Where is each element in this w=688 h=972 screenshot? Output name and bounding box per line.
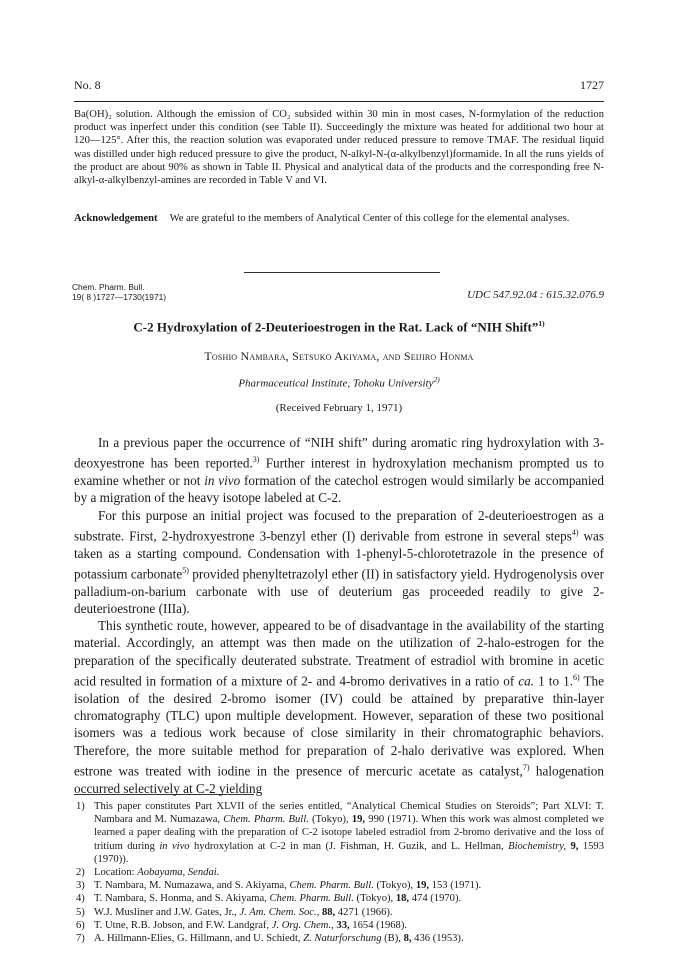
text-run: Further interest in hydroxylation mechanism prompted us to examine whether or not	[74, 455, 605, 488]
header-rule	[74, 101, 604, 102]
text-run: (Tokyo),	[353, 893, 396, 905]
footnote	[74, 906, 604, 919]
footnote-number: 3)	[76, 880, 85, 892]
footnote-number: 7)	[76, 933, 85, 945]
journal-title: Chem. Pharm. Bull.	[289, 880, 374, 892]
text-run: T. Nambara, S. Honma, and S. Akiyama,	[94, 893, 270, 905]
footnote	[74, 879, 604, 892]
article-title	[74, 319, 604, 335]
reference-marker: 4)	[571, 527, 579, 537]
text-run: (Tokyo),	[373, 880, 416, 892]
affiliation-footnote-ref: 2)	[433, 375, 440, 384]
journal-title: J. Org. Chem.,	[271, 919, 334, 931]
author-affiliation	[74, 375, 604, 390]
text-run: In a previous paper the occurrence of “NIH shift” during aromatic ring hydroxylation with 3-deoxyestrone has been reported.	[74, 435, 604, 471]
volume-number: 9,	[566, 840, 579, 852]
received-date: (Received February 1, 1971)	[275, 402, 403, 414]
text-run: provided phenyltetrazolyl ether (II) in satisfactory yield. Hydrogenolysis over palladium-on-barium carbonate with use of deuterium gas proceeded readily to give 2-deuterioestrone (IIIa).	[74, 566, 604, 616]
text-run: Location:	[94, 867, 138, 879]
volume-number: 33,	[333, 919, 350, 931]
volume-number: 88,	[319, 906, 336, 918]
text-run: For this purpose an initial project was focused to the preparation of 2-deuterioestrogen as a substrate. First, 2-hydroxyestrone 3-benzyl ether (I) derivable from estrone in several steps	[74, 507, 604, 544]
text-run: 1654 (1968).	[349, 919, 408, 931]
title-footnote-ref: 1)	[538, 319, 545, 328]
italic-term: ca.	[518, 673, 535, 689]
article-title-text: C-2 Hydroxylation of 2-Deuterioestrogen in the Rat. Lack of “NIH Shift”	[133, 319, 539, 335]
volume-number: 19,	[351, 814, 366, 826]
footnote	[74, 892, 604, 905]
location-text: Aobayama, Sendai.	[137, 867, 220, 879]
footnote-number: 4)	[76, 893, 85, 905]
text-run: 4271 (1966).	[335, 906, 393, 918]
body-paragraph	[74, 617, 604, 797]
text-run: 436 (1953).	[411, 933, 464, 945]
affiliation-text: Pharmaceutical Institute, Tohoku University	[238, 377, 434, 390]
text-run: This synthetic route, however, appeared to be of disadvantage in the availability of the starting material. Accordingly, an attempt was then made on the utilization of 2-halo-estrogen for the preparation of the specifically deuterated substrate. Treatment of estradiol with bromine in acetic acid resulted in formation of a mixture of 2- and 4-bromo derivatives in a ratio of	[74, 618, 604, 689]
volume-number: 18,	[395, 893, 410, 905]
text-run: The isolation of the desired 2-bromo isomer (IV) could be attained by preparative thin-layer chromatography (TLC) upon multiple development. However, separation of these two positional isomers was a tedious work because of close similarity in their chromatographic behaviors. Therefore, the more suitable method for preparation of 2-halo derivative was explored. When estrone was treated with iodine in the presence of mercuric acetate as catalyst,	[74, 673, 604, 779]
text-run: 1 to 1.	[534, 673, 573, 689]
italic-term: in vivo	[204, 472, 241, 488]
reference-marker: 7)	[522, 762, 530, 772]
text-run: formation of the catechol estrogen would similarly be accompanied by a migration of the heavy isotope labeled at C-2.	[74, 472, 604, 506]
footnote-number: 5)	[76, 906, 85, 918]
journal-title: Biochemistry,	[508, 840, 567, 852]
journal-title: J. Am. Chem. Soc.,	[239, 906, 320, 918]
reference-marker: 3)	[252, 455, 260, 465]
text-run: (Tokyo),	[308, 814, 352, 826]
volume-number: 8,	[403, 933, 412, 945]
footnote	[74, 932, 604, 945]
section-divider	[244, 272, 440, 273]
footnote-rule	[74, 794, 254, 795]
text-run: was taken as a starting compound. Condensation with 1-phenyl-5-chlorotetrazole in the presence of potassium carbonate	[74, 528, 604, 582]
text-run: 1593 (1970)).	[94, 840, 605, 865]
acknowledgement-title: Acknowledgement	[74, 213, 158, 224]
footnote-number: 6)	[76, 919, 85, 931]
body-paragraph	[74, 507, 604, 618]
text-run: T. Nambara, M. Numazawa, and S. Akiyama,	[94, 880, 290, 892]
text-run: T. Utne, R.B. Jobson, and F.W. Landgraf,	[94, 919, 272, 931]
text-run: W.J. Musliner and J.W. Gates, Jr.,	[94, 906, 240, 918]
text-run: This paper constitutes Part XLVII of the series entitled, “Analytical Chemical Studies on Steroids”; Part XLVI: T. Nambara and M. Numazawa,	[94, 801, 604, 826]
journal-citation	[72, 283, 166, 302]
text-run: A. Hillmann-Elies, G. Hillmann, and U. Schiedt,	[94, 933, 304, 945]
acknowledgement	[74, 212, 604, 225]
reference-marker: 5)	[182, 565, 189, 575]
continued-text: Ba(OH)₂ solution. Although the emission of CO₂ subsided within 30 min in most cases, N-formylation of the reduction product was inperfect under this condition (see Table II). Succeedingly the mixture was heated for additional two hour at 120—125°. After this, the reaction solution was evaporated under reduced pressure to remove TMAF. The residual liquid was distilled under high reduced pressure to give the product, N-alkyl-N-(α-alkylbenzyl)formamide. In all the runs yields of the product are about 90% as shown in Table II. Physical and analytical data of the products and the corresponding free N-alkyl-α-alkylbenzyl-amines are recorded in Table V and VI.	[74, 109, 604, 187]
volume-number: 19,	[415, 880, 430, 892]
journal-title: Z. Naturforschung	[303, 933, 382, 945]
page-number: 1727	[580, 78, 604, 92]
footnotes	[74, 800, 604, 945]
text-run: 990 (1971). When this work was almost completed we learned a paper dealing with the preparation of C-2 isotope labeled estradiol from 2-bromo derivative and the loss of tritium during	[94, 814, 604, 852]
footnote	[74, 919, 604, 932]
italic-term: in vivo	[159, 840, 190, 852]
body-paragraph	[74, 434, 604, 507]
footnote	[74, 800, 604, 866]
text-run: 474 (1970).	[409, 893, 462, 905]
acknowledgement-text: We are grateful to the members of Analytical Center of this college for the elemental analyses.	[169, 213, 570, 224]
issue-number: No. 8	[74, 78, 101, 92]
journal-title: Chem. Pharm. Bull.	[269, 893, 354, 905]
text-run: 153 (1971).	[429, 880, 482, 892]
text-run: (B),	[381, 933, 404, 945]
reference-marker: 6)	[573, 673, 580, 683]
journal-volume: 19( 8 )1727—1730(1971)	[72, 291, 167, 302]
running-head	[74, 78, 604, 94]
footnote-number: 2)	[76, 867, 85, 879]
footnote-number: 1)	[76, 801, 85, 812]
udc-code: UDC 547.92.04 : 615.32.076.9	[467, 289, 604, 301]
text-run: hydroxylation at C-2 in man (J. Fishman, H. Guzik, and L. Hellman,	[189, 840, 509, 852]
continued-paragraph	[74, 108, 604, 187]
journal-title: Chem. Pharm. Bull.	[223, 814, 309, 826]
article-authors: Toshio Nambara, Setsuko Akiyama, and Seijiro Honma	[204, 349, 474, 363]
footnote	[74, 866, 604, 879]
article-body	[74, 434, 604, 797]
journal-name: Chem. Pharm. Bull.	[72, 282, 145, 292]
text-run: halogenation occurred selectively at C-2 yielding	[74, 763, 604, 796]
